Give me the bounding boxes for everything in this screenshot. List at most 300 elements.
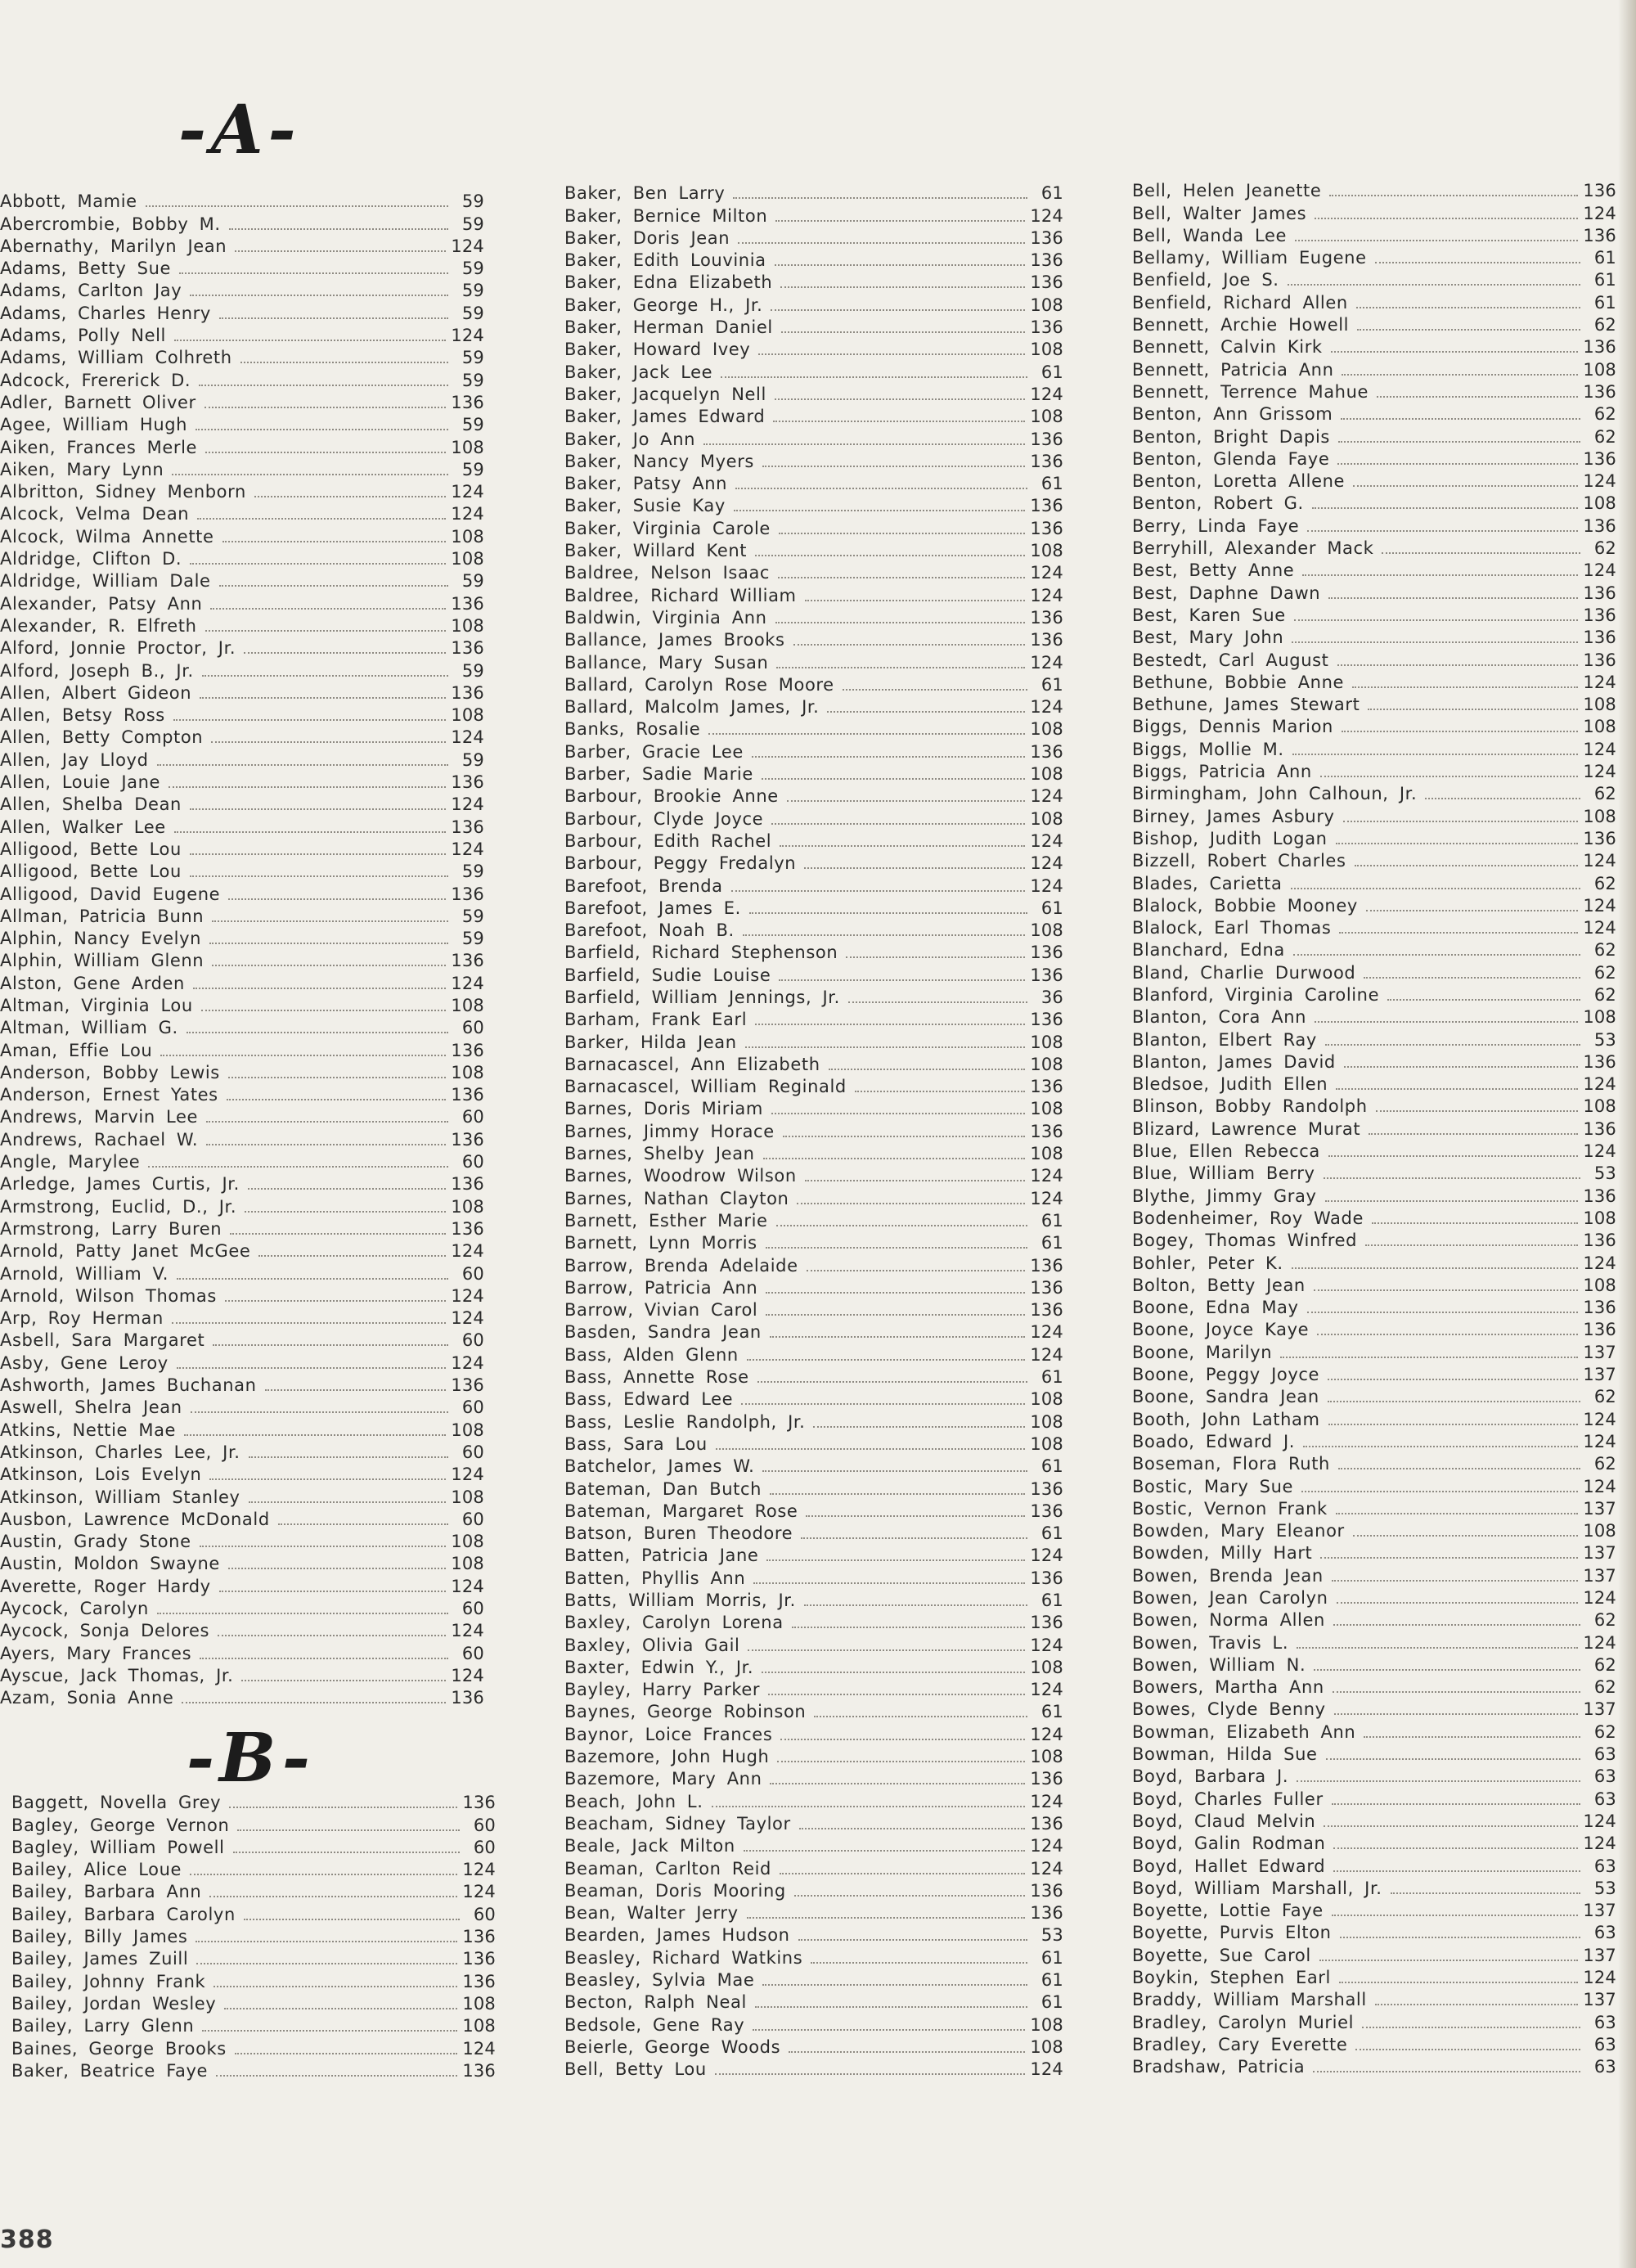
entry-name: Alexander, R. Elfreth	[0, 615, 197, 636]
entry-name: Boone, Peggy Joyce	[1132, 1365, 1320, 1385]
entry-page: 136	[451, 1129, 484, 1150]
dot-leader	[1337, 664, 1579, 666]
entry-page: 136	[1030, 630, 1063, 650]
entry-name: Altman, William G.	[0, 1018, 178, 1038]
entry-name: Alexander, Patsy Ann	[0, 593, 203, 614]
dot-leader	[157, 764, 448, 766]
entry-page: 136	[1030, 1903, 1063, 1924]
index-column-2	[564, 180, 1063, 2078]
index-entry	[564, 1587, 1063, 1609]
dot-leader	[1339, 932, 1578, 934]
entry-name: Bowen, William N.	[1132, 1654, 1306, 1675]
entry-page: 124	[1030, 875, 1063, 896]
dot-leader	[184, 1434, 446, 1436]
entry-page: 108	[1583, 359, 1616, 380]
dot-leader	[1297, 1780, 1580, 1782]
dot-leader	[228, 1568, 446, 1569]
entry-name: Baker, Patsy Ann	[564, 474, 728, 494]
entry-page: 137	[1583, 1990, 1616, 2010]
entry-name: Asby, Gene Leroy	[0, 1352, 169, 1373]
entry-name: Birmingham, John Calhoun, Jr.	[1132, 784, 1418, 804]
entry-name: Alston, Gene Arden	[0, 973, 185, 993]
dot-leader	[169, 786, 446, 788]
index-entry	[11, 1856, 496, 1879]
dot-leader	[191, 1411, 448, 1413]
entry-page: 136	[1030, 227, 1063, 248]
entry-page: 137	[1583, 1945, 1616, 1965]
dot-leader	[1337, 463, 1578, 465]
dot-leader	[225, 1300, 446, 1302]
entry-page: 136	[462, 2060, 496, 2081]
index-entry	[1132, 1429, 1616, 1451]
entry-page: 136	[1030, 1277, 1063, 1298]
entry-page: 63	[1593, 2057, 1616, 2077]
entry-name: Bowes, Clyde Benny	[1132, 1699, 1326, 1720]
entry-page: 137	[1583, 1901, 1616, 1921]
index-entry	[0, 769, 484, 791]
index-entry	[1132, 579, 1616, 601]
entry-page: 136	[451, 593, 484, 614]
dot-leader	[1291, 888, 1580, 889]
entry-page: 136	[451, 1375, 484, 1396]
entry-name: Alcock, Velma Dean	[0, 504, 190, 524]
index-entry	[564, 694, 1063, 716]
index-entry	[564, 738, 1063, 760]
dot-leader	[200, 697, 446, 699]
entry-name: Bohler, Peter K.	[1132, 1253, 1283, 1273]
entry-name: Birney, James Asbury	[1132, 806, 1335, 826]
entry-page: 62	[1593, 984, 1616, 1005]
entry-name: Bethune, Bobbie Anne	[1132, 672, 1345, 692]
index-entry	[1132, 468, 1616, 490]
dot-leader	[1353, 485, 1578, 487]
index-entry	[1132, 1518, 1616, 1540]
entry-page: 124	[1583, 762, 1616, 782]
index-entry	[564, 582, 1063, 604]
entry-page: 124	[1030, 585, 1063, 605]
entry-page: 108	[451, 437, 484, 457]
index-entry	[564, 783, 1063, 805]
entry-name: Benton, Bright Dapis	[1132, 426, 1330, 447]
index-entry	[1132, 758, 1616, 781]
dot-leader	[172, 474, 448, 475]
index-entry	[564, 872, 1063, 894]
entry-name: Bell, Wanda Lee	[1132, 225, 1287, 245]
entry-page: 108	[1030, 1411, 1063, 1432]
entry-page: 59	[461, 660, 484, 681]
entry-name: Barber, Gracie Lee	[564, 741, 744, 762]
entry-page: 62	[1593, 784, 1616, 804]
entry-name: Bowman, Hilda Sue	[1132, 1744, 1318, 1765]
entry-page: 60	[461, 1263, 484, 1284]
dot-leader	[715, 2073, 1026, 2075]
dot-leader	[206, 1121, 448, 1123]
index-entry	[1132, 1160, 1616, 1182]
dot-leader	[1297, 1647, 1578, 1649]
entry-name: Bowers, Martha Ann	[1132, 1677, 1324, 1698]
entry-name: Batts, William Morris, Jr.	[564, 1591, 796, 1610]
entry-name: Atkinson, William Stanley	[0, 1487, 240, 1507]
entry-name: Aldridge, Clifton D.	[0, 549, 182, 569]
entry-page: 136	[1030, 1613, 1063, 1633]
dot-leader	[1334, 1713, 1579, 1715]
entry-name: Bostic, Mary Sue	[1132, 1476, 1294, 1496]
dot-leader	[212, 920, 448, 922]
entry-page: 136	[1030, 518, 1063, 538]
dot-leader	[1328, 1155, 1578, 1157]
entry-name: Baynes, George Robinson	[564, 1702, 807, 1722]
index-entry	[564, 1275, 1063, 1297]
entry-page: 108	[1030, 920, 1063, 941]
index-entry	[564, 448, 1063, 470]
entry-page: 124	[1583, 739, 1616, 759]
index-entry	[0, 546, 484, 568]
entry-name: Barnes, Shelby Jean	[564, 1144, 755, 1164]
index-entry	[0, 791, 484, 813]
index-entry	[564, 1766, 1063, 1788]
entry-page: 136	[451, 1085, 484, 1105]
index-entry	[564, 605, 1063, 627]
entry-name: Benton, Ann Grissom	[1132, 404, 1333, 425]
entry-page: 60	[461, 1107, 484, 1127]
dot-leader	[1376, 1110, 1579, 1112]
dot-leader	[1325, 1044, 1580, 1046]
dot-leader	[1338, 1468, 1580, 1469]
entry-name: Banks, Rosalie	[564, 719, 701, 740]
entry-name: Biggs, Patricia Ann	[1132, 762, 1312, 782]
index-entry	[1132, 713, 1616, 736]
entry-page: 60	[473, 1904, 496, 1924]
dot-leader	[1302, 574, 1578, 576]
entry-page: 124	[451, 1465, 484, 1485]
index-entry	[0, 277, 484, 299]
entry-name: Bazemore, John Hugh	[564, 1747, 770, 1767]
index-entry	[0, 1550, 484, 1573]
index-entry	[564, 1185, 1063, 1207]
entry-name: Barker, Hilda Jean	[564, 1032, 737, 1052]
entry-page: 136	[451, 638, 484, 659]
dot-leader	[753, 1582, 1025, 1584]
entry-page: 61	[1040, 1970, 1063, 1991]
index-entry	[564, 291, 1063, 313]
entry-page: 61	[1040, 1591, 1063, 1610]
entry-page: 108	[1030, 2014, 1063, 2035]
index-entry	[0, 299, 484, 322]
index-entry	[564, 1878, 1063, 1900]
dot-leader	[190, 808, 446, 810]
index-entry	[564, 1855, 1063, 1877]
dot-leader	[190, 1874, 457, 1875]
entry-name: Basden, Sandra Jean	[564, 1322, 762, 1343]
entry-name: Bennett, Patricia Ann	[1132, 359, 1334, 380]
entry-page: 108	[1030, 1747, 1063, 1767]
entry-page: 108	[1030, 295, 1063, 315]
entry-page: 62	[1593, 315, 1616, 335]
index-entry	[1132, 1093, 1616, 1115]
dot-leader	[770, 1493, 1025, 1495]
entry-name: Aswell, Shelra Jean	[0, 1397, 182, 1418]
entry-page: 108	[1583, 1007, 1616, 1028]
index-entry	[1132, 1272, 1616, 1294]
dot-leader	[734, 510, 1025, 511]
entry-name: Baker, Beatrice Faye	[11, 2060, 208, 2081]
entry-page: 124	[451, 794, 484, 815]
index-entry	[11, 1811, 496, 1834]
entry-page: 124	[462, 2038, 496, 2059]
dot-leader	[1356, 307, 1580, 308]
entry-page: 62	[1593, 426, 1616, 447]
index-entry	[0, 1439, 484, 1461]
index-entry	[564, 1431, 1063, 1453]
dot-leader	[1303, 1446, 1578, 1447]
entry-name: Baker, Edith Louvinia	[564, 250, 766, 271]
entry-page: 63	[1593, 1789, 1616, 1809]
dot-leader	[771, 823, 1025, 825]
dot-leader	[747, 1359, 1026, 1361]
entry-page: 124	[1030, 830, 1063, 851]
index-entry	[0, 568, 484, 590]
entry-page: 124	[1030, 1546, 1063, 1566]
index-entry	[1132, 1384, 1616, 1406]
dot-leader	[1307, 1312, 1579, 1313]
index-entry	[0, 1640, 484, 1662]
entry-name: Boone, Joyce Kaye	[1132, 1320, 1310, 1340]
entry-name: Bateman, Dan Butch	[564, 1478, 762, 1499]
entry-page: 53	[1593, 1163, 1616, 1184]
entry-page: 136	[1583, 225, 1616, 245]
entry-page: 124	[1030, 697, 1063, 718]
index-entry	[1132, 959, 1616, 981]
index-entry	[564, 358, 1063, 380]
entry-name: Baker, Virginia Carole	[564, 518, 771, 538]
index-entry	[0, 992, 484, 1015]
entry-name: Agee, William Hugh	[0, 415, 188, 435]
dot-leader	[1366, 910, 1578, 911]
dot-leader	[789, 2051, 1025, 2053]
entry-page: 59	[461, 281, 484, 301]
entry-name: Barbour, Peggy Fredalyn	[564, 853, 797, 874]
dot-leader	[744, 1850, 1026, 1852]
dot-leader	[758, 353, 1025, 355]
index-entry	[564, 1319, 1063, 1341]
entry-page: 60	[461, 1442, 484, 1462]
dot-leader	[201, 1010, 447, 1011]
dot-leader	[753, 2029, 1025, 2031]
index-entry	[0, 1060, 484, 1082]
entry-page: 59	[461, 370, 484, 390]
index-entry	[564, 425, 1063, 448]
entry-name: Bradley, Cary Everette	[1132, 2034, 1348, 2054]
dot-leader	[1320, 776, 1579, 777]
dot-leader	[213, 1344, 448, 1346]
entry-page: 61	[1040, 674, 1063, 695]
entry-name: Boyd, William Marshall, Jr.	[1132, 1878, 1382, 1898]
index-entry	[564, 1475, 1063, 1497]
entry-page: 108	[451, 549, 484, 569]
entry-name: Alphin, William Glenn	[0, 951, 204, 971]
index-column-1-a	[0, 188, 484, 1707]
dot-leader	[757, 1381, 1027, 1383]
index-entry	[564, 515, 1063, 537]
entry-page: 124	[1583, 1431, 1616, 1451]
dot-leader	[1333, 1847, 1578, 1849]
entry-page: 137	[1583, 1365, 1616, 1385]
index-entry	[564, 1208, 1063, 1230]
entry-page: 61	[1040, 1456, 1063, 1477]
dot-leader	[770, 1336, 1025, 1338]
entry-name: Barbour, Edith Rachel	[564, 830, 772, 851]
entry-page: 136	[1583, 828, 1616, 848]
entry-page: 60	[473, 1815, 496, 1835]
dot-leader	[787, 800, 1026, 802]
index-entry	[0, 1082, 484, 1104]
entry-name: Blanton, Cora Ann	[1132, 1007, 1307, 1028]
dot-leader	[743, 934, 1026, 936]
entry-name: Boyd, Claud Melvin	[1132, 1811, 1316, 1831]
dot-leader	[245, 1211, 446, 1213]
entry-page: 59	[461, 749, 484, 770]
entry-name: Benton, Glenda Faye	[1132, 448, 1330, 469]
entry-name: Batten, Phyllis Ann	[564, 1568, 746, 1588]
dot-leader	[196, 1941, 457, 1942]
entry-page: 53	[1593, 1029, 1616, 1050]
entry-page: 62	[1593, 1721, 1616, 1742]
dot-leader	[762, 1984, 1027, 1986]
index-entry	[1132, 200, 1616, 222]
dot-leader	[855, 1091, 1025, 1092]
entry-page: 63	[1593, 1923, 1616, 1943]
dot-leader	[1319, 1960, 1579, 1961]
entry-name: Boyette, Lottie Faye	[1132, 1901, 1324, 1921]
dot-leader	[703, 443, 1025, 445]
entry-page: 108	[1583, 493, 1616, 514]
entry-name: Aycock, Sonja Delores	[0, 1621, 210, 1641]
dot-leader	[766, 1559, 1025, 1561]
entry-page: 108	[1583, 806, 1616, 826]
dot-leader	[202, 675, 448, 677]
index-entry	[1132, 1339, 1616, 1361]
entry-name: Barnes, Jimmy Horace	[564, 1121, 775, 1141]
index-entry	[1132, 1249, 1616, 1271]
index-entry	[1132, 356, 1616, 378]
dot-leader	[1391, 1892, 1580, 1894]
entry-name: Arnold, William V.	[0, 1263, 169, 1284]
entry-page: 108	[1030, 1099, 1063, 1119]
index-entry	[564, 1811, 1063, 1833]
entry-name: Bowen, Jean Carolyn	[1132, 1588, 1328, 1608]
entry-name: Bolton, Betty Jean	[1132, 1275, 1306, 1295]
entry-page: 136	[1030, 1568, 1063, 1588]
entry-page: 136	[462, 1793, 496, 1813]
dot-leader	[249, 1456, 448, 1458]
dot-leader	[721, 376, 1027, 378]
entry-name: Biggs, Dennis Marion	[1132, 717, 1333, 737]
entry-name: Angle, Marylee	[0, 1152, 141, 1172]
index-entry	[1132, 736, 1616, 758]
entry-page: 137	[1583, 1498, 1616, 1519]
index-entry	[1132, 490, 1616, 512]
entry-name: Bodenheimer, Roy Wade	[1132, 1208, 1364, 1228]
index-entry	[564, 1006, 1063, 1028]
entry-page: 108	[451, 1062, 484, 1082]
entry-page: 108	[451, 615, 484, 636]
dot-leader	[1314, 1669, 1580, 1671]
dot-leader	[807, 1270, 1026, 1271]
entry-name: Bestedt, Carl August	[1132, 650, 1329, 670]
entry-name: Berryhill, Alexander Mack	[1132, 538, 1374, 559]
index-entry	[1132, 512, 1616, 534]
entry-page: 108	[1030, 2036, 1063, 2057]
entry-page: 136	[1030, 317, 1063, 338]
entry-page: 108	[1583, 717, 1616, 737]
entry-page: 59	[461, 571, 484, 592]
dot-leader	[762, 466, 1025, 467]
index-entry	[0, 1372, 484, 1394]
entry-name: Bell, Walter James	[1132, 203, 1307, 223]
dot-leader	[1341, 418, 1580, 420]
dot-leader	[1315, 1021, 1578, 1023]
dot-leader	[755, 1024, 1025, 1025]
entry-name: Barnett, Lynn Morris	[564, 1233, 757, 1253]
dot-leader	[1333, 1691, 1580, 1693]
dot-leader	[174, 831, 447, 833]
dot-leader	[843, 689, 1027, 691]
entry-name: Bearden, James Hudson	[564, 1925, 790, 1946]
dot-leader	[190, 563, 446, 565]
dot-leader	[779, 533, 1025, 534]
entry-name: Boyd, Hallet Edward	[1132, 1856, 1326, 1876]
dot-leader	[1365, 1244, 1578, 1246]
entry-name: Barnacascel, William Reginald	[564, 1077, 847, 1097]
index-entry	[0, 746, 484, 768]
entry-page: 63	[1593, 2012, 1616, 2032]
index-entry	[1132, 870, 1616, 892]
entry-page: 124	[1030, 786, 1063, 807]
index-entry	[564, 538, 1063, 560]
entry-page: 124	[1030, 853, 1063, 874]
entry-page: 63	[1593, 1744, 1616, 1765]
index-entry	[1132, 535, 1616, 557]
index-entry	[1132, 1026, 1616, 1048]
index-entry	[0, 1037, 484, 1059]
entry-name: Alligood, Bette Lou	[0, 862, 182, 882]
dot-leader	[763, 1158, 1026, 1159]
dot-leader	[1292, 641, 1578, 643]
entry-name: Austin, Moldon Swayne	[0, 1554, 220, 1574]
entry-page: 61	[1593, 292, 1616, 313]
entry-page: 63	[1593, 1766, 1616, 1787]
entry-name: Blanton, James David	[1132, 1051, 1336, 1072]
dot-leader	[213, 1986, 457, 1987]
index-entry	[1132, 915, 1616, 937]
index-entry	[564, 1364, 1063, 1386]
index-entry	[564, 1230, 1063, 1252]
entry-page: 61	[1040, 1367, 1063, 1388]
dot-leader	[1328, 1401, 1580, 1402]
dot-leader	[766, 1292, 1025, 1294]
index-entry	[1132, 1316, 1616, 1339]
entry-name: Baker, Herman Daniel	[564, 317, 773, 338]
entry-name: Barefoot, Noah B.	[564, 920, 735, 941]
entry-page: 136	[1030, 250, 1063, 271]
index-entry	[1132, 1674, 1616, 1696]
entry-page: 61	[1040, 362, 1063, 382]
entry-page: 59	[461, 214, 484, 234]
dot-leader	[1387, 999, 1580, 1001]
dot-leader	[716, 1448, 1026, 1450]
entry-name: Alphin, Nancy Evelyn	[0, 929, 202, 949]
entry-name: Ausbon, Lawrence McDonald	[0, 1509, 270, 1529]
